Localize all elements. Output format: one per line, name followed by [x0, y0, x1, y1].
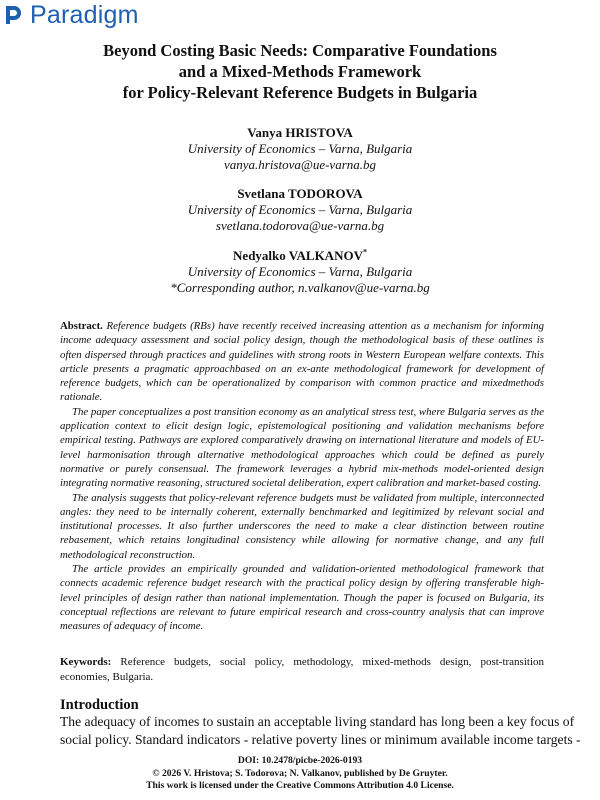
license: This work is licensed under the Creative Commons Attribution 4.0 License. [146, 780, 454, 791]
abstract-paragraph [60, 319, 544, 405]
author-name-line [40, 248, 560, 264]
abstract-paragraph: The article provides an empirically grounded and validation-oriented methodological framework that connects academic reference budget research with the practical policy design by offering transferable high-level principles of design rather than national implementation. Though the paper is focused on Bulgaria, its conceptual reflections are relevant to future empirical research and cross-country analysis that can improve measures of adequacy of income. [60, 563, 544, 633]
paradigm-logo-icon [2, 4, 24, 26]
title-line: Beyond Costing Basic Needs: Comparative Foundations [103, 41, 497, 60]
introduction-text [60, 713, 581, 749]
intro-line: The adequacy of incomes to sustain an acceptable living standard has long been a key focus of [60, 714, 575, 729]
section-heading-introduction: Introduction [60, 697, 139, 713]
page-footer [40, 755, 560, 793]
author-3 [40, 248, 560, 296]
author-email[interactable]: vanya.hristova@ue-varna.bg [223, 157, 377, 172]
author-email[interactable]: svetlana.todorova@ue-varna.bg [215, 218, 385, 233]
author-name: Nedyalko VALKANOV [233, 248, 363, 263]
author-affiliation: University of Economics – Varna, Bulgaria [187, 141, 413, 156]
title-line: and a Mixed-Methods Framework [178, 62, 422, 81]
author-affiliation: University of Economics – Varna, Bulgaria [187, 264, 413, 279]
keywords-label: Keywords: [60, 656, 112, 668]
publisher-name: Paradigm [30, 1, 139, 29]
corresponding-marker: * [362, 247, 367, 257]
abstract-label: Abstract. [60, 320, 103, 332]
author-2 [40, 186, 560, 234]
publisher-header [2, 0, 139, 30]
author-name: Svetlana TODOROVA [237, 186, 363, 201]
author-affiliation: University of Economics – Varna, Bulgaria [187, 202, 413, 217]
corresponding-author-email[interactable]: *Corresponding author, n.valkanov@ue-varna.bg [170, 280, 430, 295]
intro-line: social policy. Standard indicators - relative poverty lines or minimum available income targets - [60, 732, 581, 747]
keywords [60, 655, 544, 685]
keywords-text: Reference budgets, social policy, methodology, mixed-methods design, post-transition economies, Bulgaria. [60, 656, 545, 683]
title-line: for Policy-Relevant Reference Budgets in Bulgaria [122, 83, 478, 102]
doi[interactable]: DOI: 10.2478/picbe-2026-0193 [237, 755, 363, 766]
abstract-text: Reference budgets (RBs) have recently received increasing attention as a mechanism for informing income adequacy assessment and social policy design, though the methodological basis of these outlines is often dispersed through practices and guidelines with strong roots in Western European welfare contexts. This article presents a pragmatic approachbased on an ex-ante methodological framework for development of reference budgets, which can be operationalized by comparison with common practice and mixedmethods rationale. [60, 320, 545, 404]
paper-title [40, 40, 560, 103]
author-1 [40, 125, 560, 173]
abstract-paragraph: The paper conceptualizes a post transition economy as an analytical stress test, where Bulgaria serves as the application context to elicit design logic, epistemological positioning and validation mechanisms before empirical testing. Pathways are explored comparatively drawing on international literature and models of EU-level harmonisation through alternative methodological approaches which could be defined as purely normative or purely consensual. The framework leverages a hybrid mix-methods model-oriented design integrating normative reasoning, structured societal deliberation, expert calibration and market-based costing. [60, 405, 544, 490]
copyright: © 2026 V. Hristova; S. Todorova; N. Valkanov, published by De Gruyter. [152, 767, 448, 779]
abstract-paragraph: The analysis suggests that policy-relevant reference budgets must be validated from multiple, interconnected angles: they need to be internally coherent, externally benchmarked and legitimized by relevant social and institutional processes. It also further underscores the need to make a clear distinction between routine rebasement, which retains longitudinal consistency while allowing for normative change, and any full methodological reconstruction. [60, 491, 544, 561]
author-name: Vanya HRISTOVA [247, 125, 353, 140]
abstract [60, 319, 544, 634]
